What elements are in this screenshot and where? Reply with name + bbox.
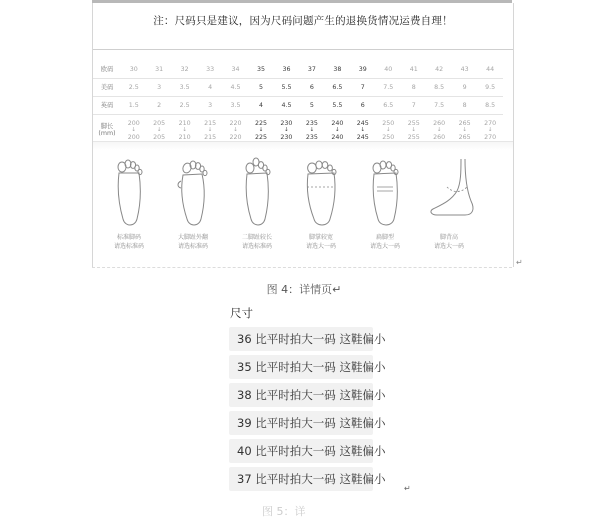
size-cell: 4 (248, 97, 273, 115)
size-cell: 5.5 (274, 79, 299, 97)
foot-type-illustrations (93, 153, 513, 263)
size-option-36[interactable]: 36 比平时拍大一码 这鞋偏小 (229, 327, 373, 351)
arrow-down-icon: ↓ (233, 126, 238, 133)
size-table-row (93, 79, 503, 97)
foot-type-caption: 脚掌较宽 请选大一码 (305, 234, 336, 250)
size-cell: 33 (197, 61, 222, 79)
foot-type-flat (353, 153, 417, 263)
foot-type-standard (97, 153, 161, 263)
foot-length-cell: 245 ↓ 245 (350, 115, 375, 146)
size-cell: 30 (121, 61, 146, 79)
foot-length-cell: 240 ↓ 240 (325, 115, 350, 146)
size-cell: 39 (350, 61, 375, 79)
size-cell: 2 (146, 97, 171, 115)
arrow-down-icon: ↓ (487, 126, 493, 133)
foot-type-caption: 脚背高 请选大一码 (433, 234, 464, 250)
size-cell: 9.5 (477, 79, 503, 97)
paragraph-mark: ↵ (516, 258, 523, 267)
size-note: 注：尺码只是建议，因为尺码问题产生的退换货情况运费自理！ (153, 15, 453, 27)
foot-length-cell: 230 ↓ 230 (274, 115, 299, 146)
paragraph-mark: ↵ (404, 484, 411, 493)
arrow-down-icon: ↓ (284, 126, 289, 133)
size-cell: 1.5 (121, 97, 146, 115)
size-cell: 31 (146, 61, 171, 79)
foot-length-cell: 255 ↓ 255 (401, 115, 426, 146)
foot-length-cell: 220 ↓ 220 (223, 115, 248, 146)
size-chart-figure (92, 3, 514, 267)
size-cell: 9 (452, 79, 477, 97)
foot-length-cell: 270 ↓ 270 (477, 115, 503, 146)
size-cell: 3.5 (172, 79, 197, 97)
size-cell: 7.5 (376, 79, 401, 97)
size-row-label: 英码 (93, 97, 121, 115)
figure-bottom-border (92, 267, 512, 268)
arrow-down-icon: ↓ (411, 126, 417, 133)
foot-type-caption: 标准脚码 请选标准码 (113, 234, 144, 250)
figure-caption: 图 4：详情页↵ (266, 283, 342, 296)
size-row-label: 欧码 (93, 61, 121, 79)
size-cell: 3 (197, 97, 222, 115)
size-cell: 8.5 (477, 97, 503, 115)
foot-length-cell: 250 ↓ 250 (376, 115, 401, 146)
size-cell: 5.5 (325, 97, 350, 115)
arrow-down-icon: ↓ (360, 126, 366, 133)
size-option-39[interactable]: 39 比平时拍大一码 这鞋偏小 (229, 411, 373, 435)
standard-foot-icon (107, 157, 151, 229)
size-option-37[interactable]: 37 比平时拍大一码 这鞋偏小 (229, 467, 373, 491)
size-cell: 5 (299, 97, 324, 115)
foot-length-cell: 235 ↓ 235 (299, 115, 324, 146)
size-cell: 6.5 (376, 97, 401, 115)
size-cell: 43 (452, 61, 477, 79)
size-cell: 7.5 (426, 97, 451, 115)
next-figure-caption-cutoff: 图 5：详 (262, 505, 306, 518)
high-instep-foot-icon (427, 157, 479, 229)
size-cell: 6 (350, 97, 375, 115)
size-cell: 4.5 (274, 97, 299, 115)
size-option-35[interactable]: 35 比平时拍大一码 这鞋偏小 (229, 355, 373, 379)
arrow-down-icon: ↓ (385, 126, 391, 133)
size-cell: 8 (452, 97, 477, 115)
size-cell: 4 (197, 79, 222, 97)
size-cell: 36 (274, 61, 299, 79)
arrow-down-icon: ↓ (207, 126, 213, 133)
size-table-row (93, 61, 503, 79)
foot-length-cell: 225 ↓ 225 (248, 115, 273, 146)
foot-length-cell: 215 ↓ 215 (197, 115, 222, 146)
foot-length-cell: 265 ↓ 265 (452, 115, 477, 146)
size-option-38[interactable]: 38 比平时拍大一码 这鞋偏小 (229, 383, 373, 407)
arrow-down-icon: ↓ (335, 126, 340, 133)
foot-type-high-instep (417, 153, 481, 263)
size-cell: 3.5 (223, 97, 248, 115)
size-cell: 37 (299, 61, 324, 79)
size-options-heading: 尺寸 (230, 306, 253, 320)
size-table-row (93, 97, 503, 115)
foot-type-bunion (161, 153, 225, 263)
size-cell: 38 (325, 61, 350, 79)
foot-type-long-second-toe (225, 153, 289, 263)
arrow-down-icon: ↓ (309, 126, 315, 133)
size-cell: 41 (401, 61, 426, 79)
foot-length-cell: 210 ↓ 210 (172, 115, 197, 146)
size-cell: 2.5 (121, 79, 146, 97)
long-second-toe-foot-icon (235, 157, 279, 229)
bunion-foot-icon (171, 157, 215, 229)
foot-length-cell: 200 ↓ 200 (121, 115, 146, 146)
arrow-down-icon: ↓ (182, 126, 187, 133)
size-cell: 32 (172, 61, 197, 79)
size-cell: 6 (299, 79, 324, 97)
size-cell: 6.5 (325, 79, 350, 97)
arrow-down-icon: ↓ (131, 126, 137, 133)
flat-foot-icon (363, 157, 407, 229)
foot-type-caption: 扁脚型 请选大一码 (369, 234, 400, 250)
size-cell: 2.5 (172, 97, 197, 115)
size-cell: 8.5 (426, 79, 451, 97)
size-cell: 7 (401, 97, 426, 115)
note-divider (93, 49, 513, 50)
arrow-down-icon: ↓ (462, 126, 467, 133)
foot-length-label: 脚长 (mm) (98, 123, 116, 137)
foot-type-caption: 大脚趾外翻 请选标准码 (177, 234, 208, 250)
foot-length-cell: 260 ↓ 260 (426, 115, 451, 146)
size-cell: 7 (350, 79, 375, 97)
size-cell: 42 (426, 61, 451, 79)
wide-foot-icon (299, 157, 343, 229)
size-cell: 3 (146, 79, 171, 97)
size-cell: 5 (248, 79, 273, 97)
size-cell: 8 (401, 79, 426, 97)
size-cell: 35 (248, 61, 273, 79)
arrow-down-icon: ↓ (258, 126, 264, 133)
foot-length-cell: 205 ↓ 205 (146, 115, 171, 146)
section-divider (93, 141, 513, 150)
size-cell: 44 (477, 61, 503, 79)
foot-type-wide (289, 153, 353, 263)
size-option-40[interactable]: 40 比平时拍大一码 这鞋偏小 (229, 439, 373, 463)
arrow-down-icon: ↓ (436, 126, 442, 133)
size-conversion-table (93, 61, 503, 145)
size-row-label: 美码 (93, 79, 121, 97)
size-cell: 4.5 (223, 79, 248, 97)
foot-type-caption: 二脚趾较长 请选标准码 (241, 234, 272, 250)
arrow-down-icon: ↓ (156, 126, 162, 133)
size-cell: 40 (376, 61, 401, 79)
size-cell: 34 (223, 61, 248, 79)
